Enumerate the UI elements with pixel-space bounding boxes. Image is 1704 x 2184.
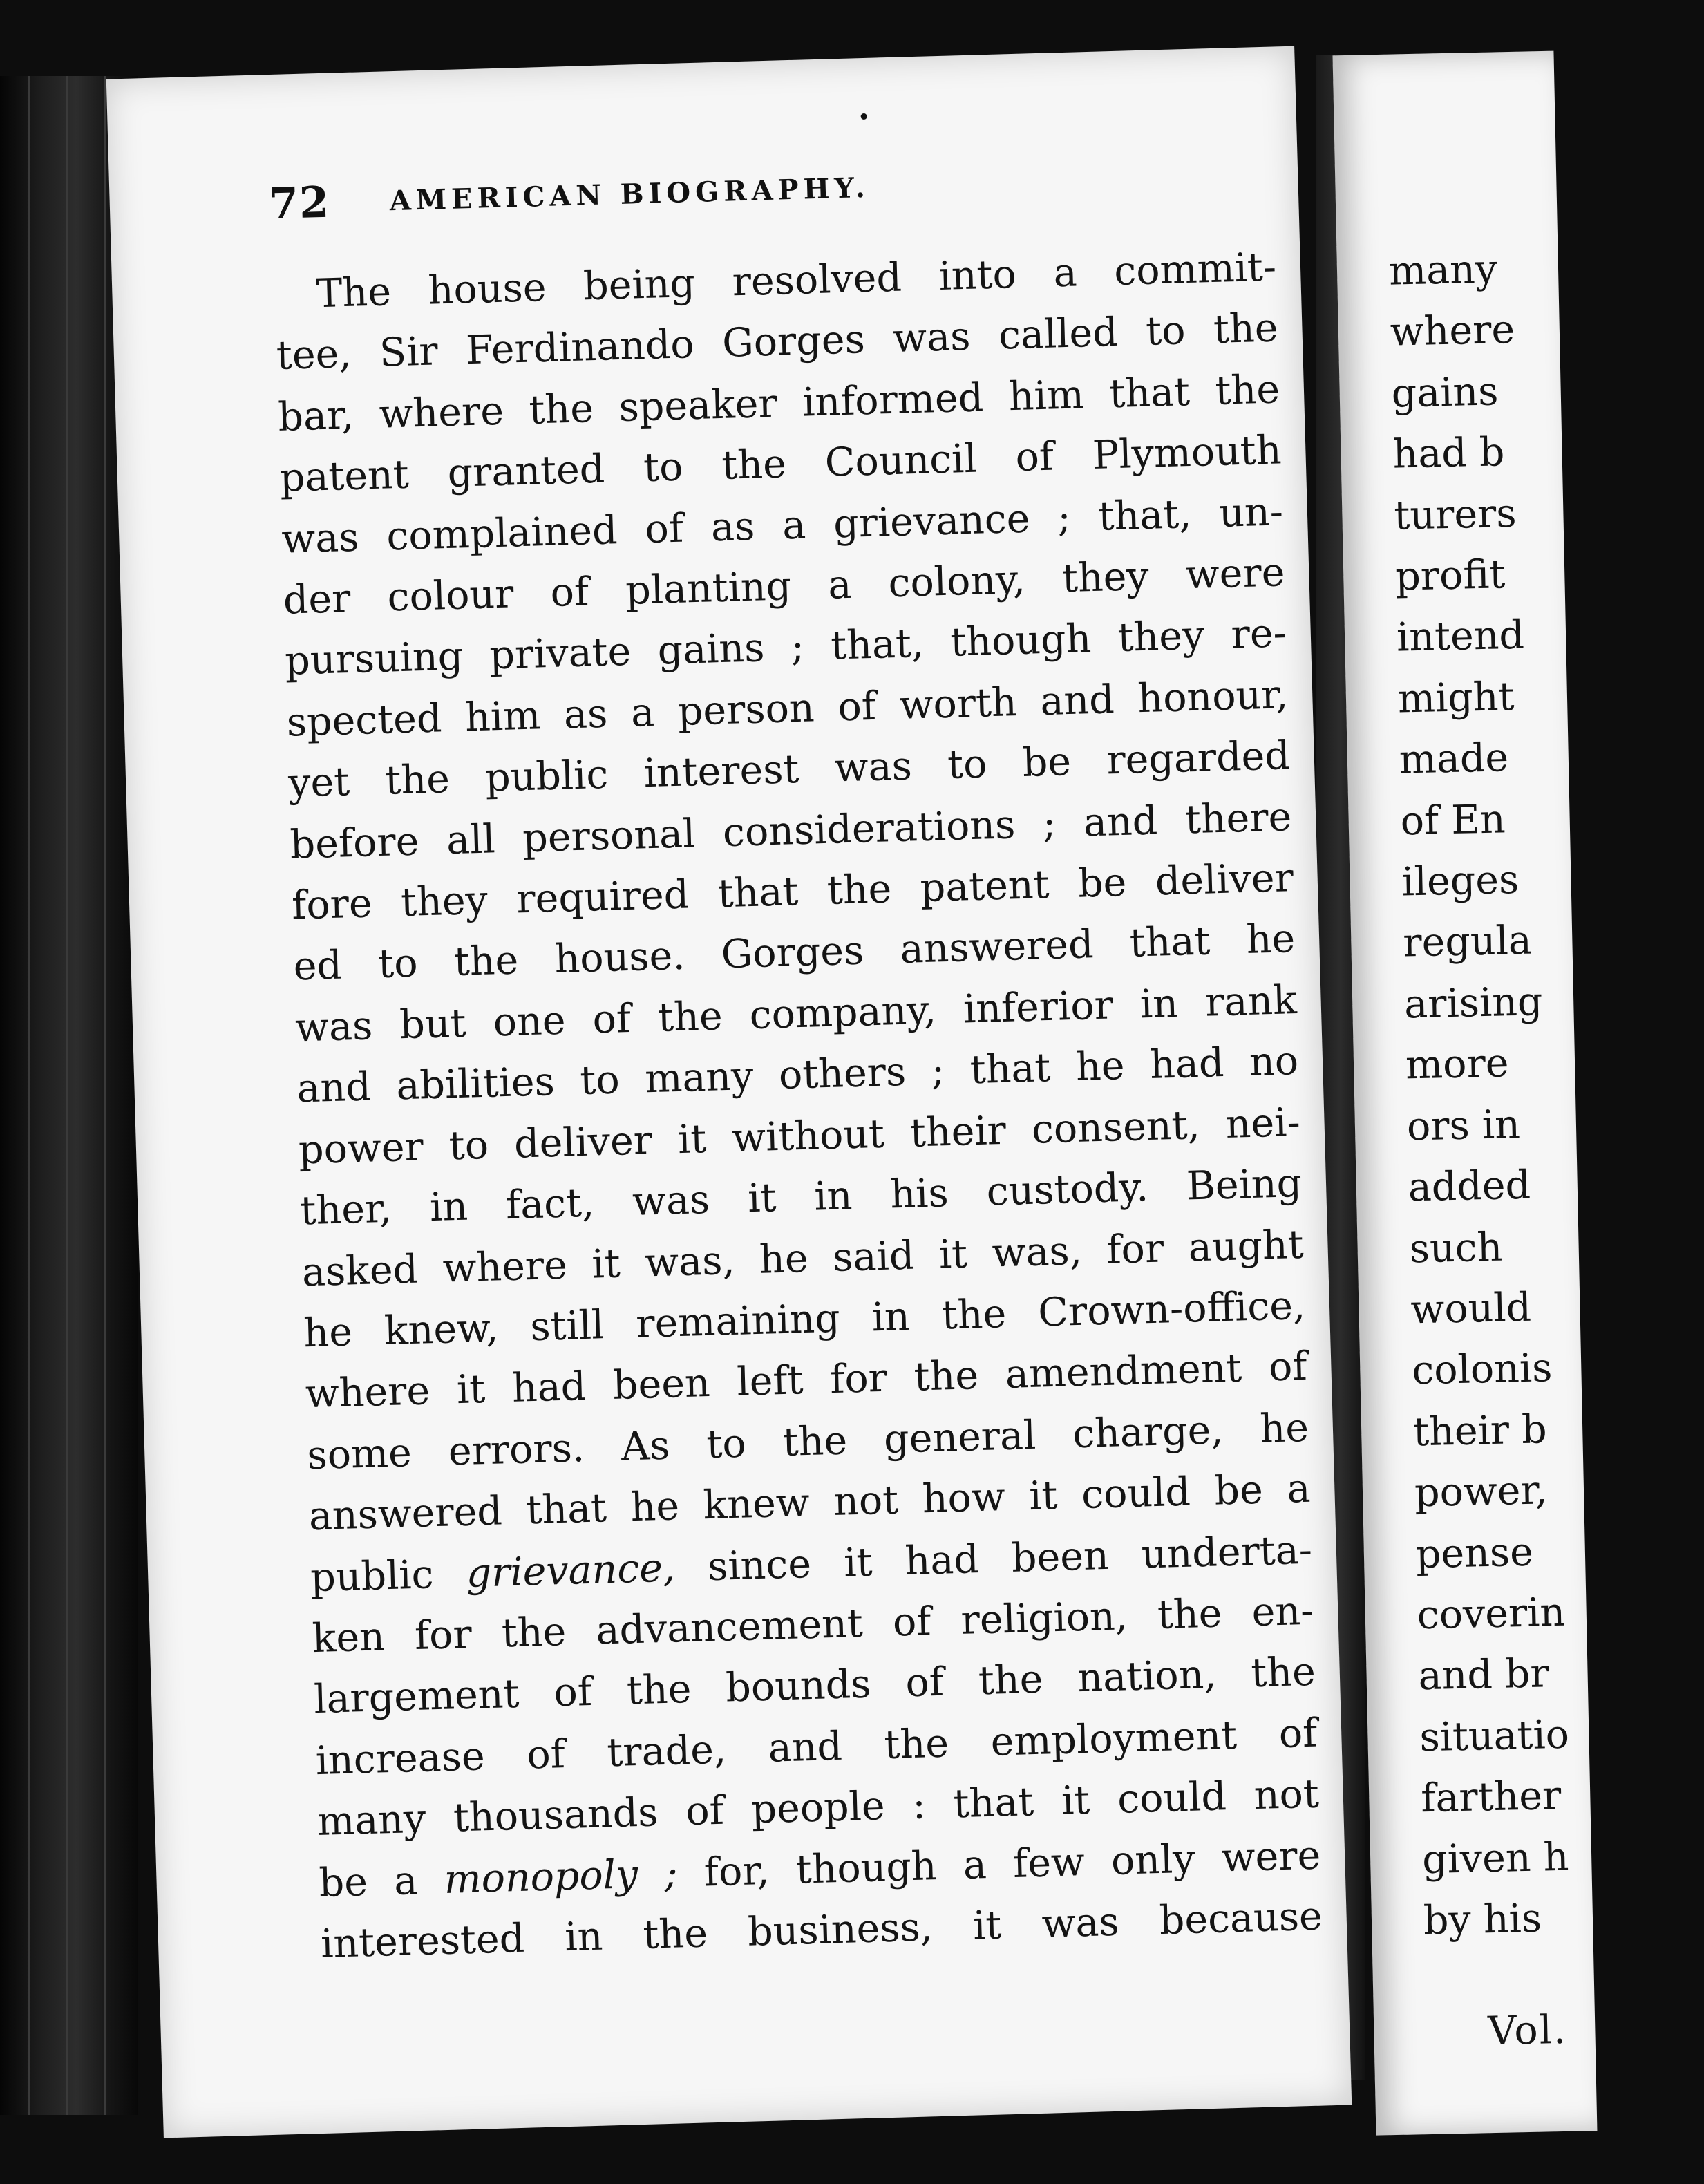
page-number: 72: [267, 176, 331, 229]
facing-line: colonis: [1411, 1345, 1553, 1394]
facing-line: their b: [1412, 1406, 1548, 1456]
facing-line: and br: [1417, 1650, 1550, 1700]
text-line: ther, in fact, was it in his custody. Being: [299, 1160, 1303, 1234]
facing-line: such: [1408, 1224, 1503, 1272]
text-line: public grievance, since it had been underta-: [310, 1527, 1313, 1601]
text-line: largement of the bounds of the nation, the: [313, 1648, 1316, 1723]
book-page: [106, 46, 1352, 2138]
facing-line: power,: [1414, 1467, 1549, 1516]
facing-line: of En: [1400, 796, 1506, 845]
text-line: patent granted to the Council of Plymouth: [279, 427, 1282, 502]
text-line: fore they required that the patent be deliver: [291, 855, 1294, 929]
text-line: ed to the house. Gorges answered that he: [292, 916, 1296, 990]
text-line: and abilities to many others ; that he had no: [296, 1038, 1299, 1112]
text-line: was but one of the company, inferior in rank: [294, 977, 1298, 1051]
facing-line: would: [1410, 1284, 1532, 1333]
facing-line: by his: [1423, 1895, 1542, 1944]
facing-line: added: [1408, 1162, 1531, 1211]
facing-line: had b: [1392, 429, 1506, 478]
facing-line: gains: [1391, 368, 1499, 417]
italic-word: monopoly ;: [443, 1850, 679, 1903]
facing-line: given h: [1421, 1834, 1570, 1883]
text-line: interested in the business, it was because: [320, 1893, 1323, 1967]
text-line: he knew, still remaining in the Crown-office,: [303, 1282, 1306, 1357]
ink-speck: [861, 113, 867, 120]
facing-line: regula: [1402, 918, 1533, 966]
facing-line: situatio: [1419, 1711, 1570, 1760]
facing-page-text: [1388, 235, 1701, 1951]
text-line: power to deliver it without their consent, nei-: [298, 1099, 1301, 1174]
signature-mark: Vol.: [1487, 2006, 1568, 2055]
body-text: [274, 236, 1323, 1975]
text-line: pursuing private gains ; that, though they re-: [284, 610, 1287, 685]
facing-line: might: [1397, 673, 1515, 722]
facing-line: farther: [1420, 1773, 1562, 1822]
facing-line: ileges: [1401, 857, 1520, 905]
text-line: be a monopoly ; for, though a few only were: [318, 1832, 1322, 1906]
italic-word: grievance,: [465, 1544, 676, 1597]
facing-line: arising: [1403, 979, 1544, 1028]
facing-line: made: [1399, 735, 1509, 783]
text-line: spected him as a person of worth and honour,: [285, 672, 1289, 746]
facing-line: turers: [1393, 490, 1517, 539]
page-header: [268, 149, 1306, 234]
text-line: bar, where the speaker informed him that the: [277, 366, 1280, 440]
text-line: tee, Sir Ferdinando Gorges was called to the: [276, 305, 1279, 379]
facing-line: coverin: [1417, 1589, 1566, 1639]
running-head: AMERICAN BIOGRAPHY.: [389, 171, 871, 218]
text-line: increase of trade, and the employment of: [314, 1710, 1318, 1784]
facing-line: intend: [1396, 612, 1525, 661]
text-line: before all personal considerations ; and there: [289, 793, 1293, 868]
text-line: yet the public interest was to be regarded: [287, 733, 1291, 807]
text-line: some errors. As to the general charge, he: [306, 1404, 1309, 1478]
facing-line: ors in: [1406, 1101, 1521, 1150]
text-line: ken for the advancement of religion, the en-: [311, 1588, 1315, 1662]
facing-page: [1332, 51, 1597, 2136]
facing-line: where: [1390, 307, 1515, 356]
facing-line: profit: [1394, 552, 1506, 600]
text-line: answered that he knew not how it could be a: [307, 1465, 1312, 1540]
text-line: where it had been left for the amendment of: [305, 1344, 1308, 1418]
facing-line: more: [1405, 1040, 1510, 1089]
text-line: The house being resolved into a commit-: [315, 244, 1277, 317]
text-line: asked where it was, he said it was, for aught: [301, 1221, 1305, 1295]
text-line: der colour of planting a colony, they were: [282, 549, 1286, 623]
text-line: many thousands of people : that it could not: [316, 1771, 1320, 1845]
text-line: was complained of as a grievance ; that, un-: [281, 488, 1284, 563]
facing-line: many: [1388, 246, 1498, 294]
facing-line: pense: [1415, 1529, 1534, 1577]
